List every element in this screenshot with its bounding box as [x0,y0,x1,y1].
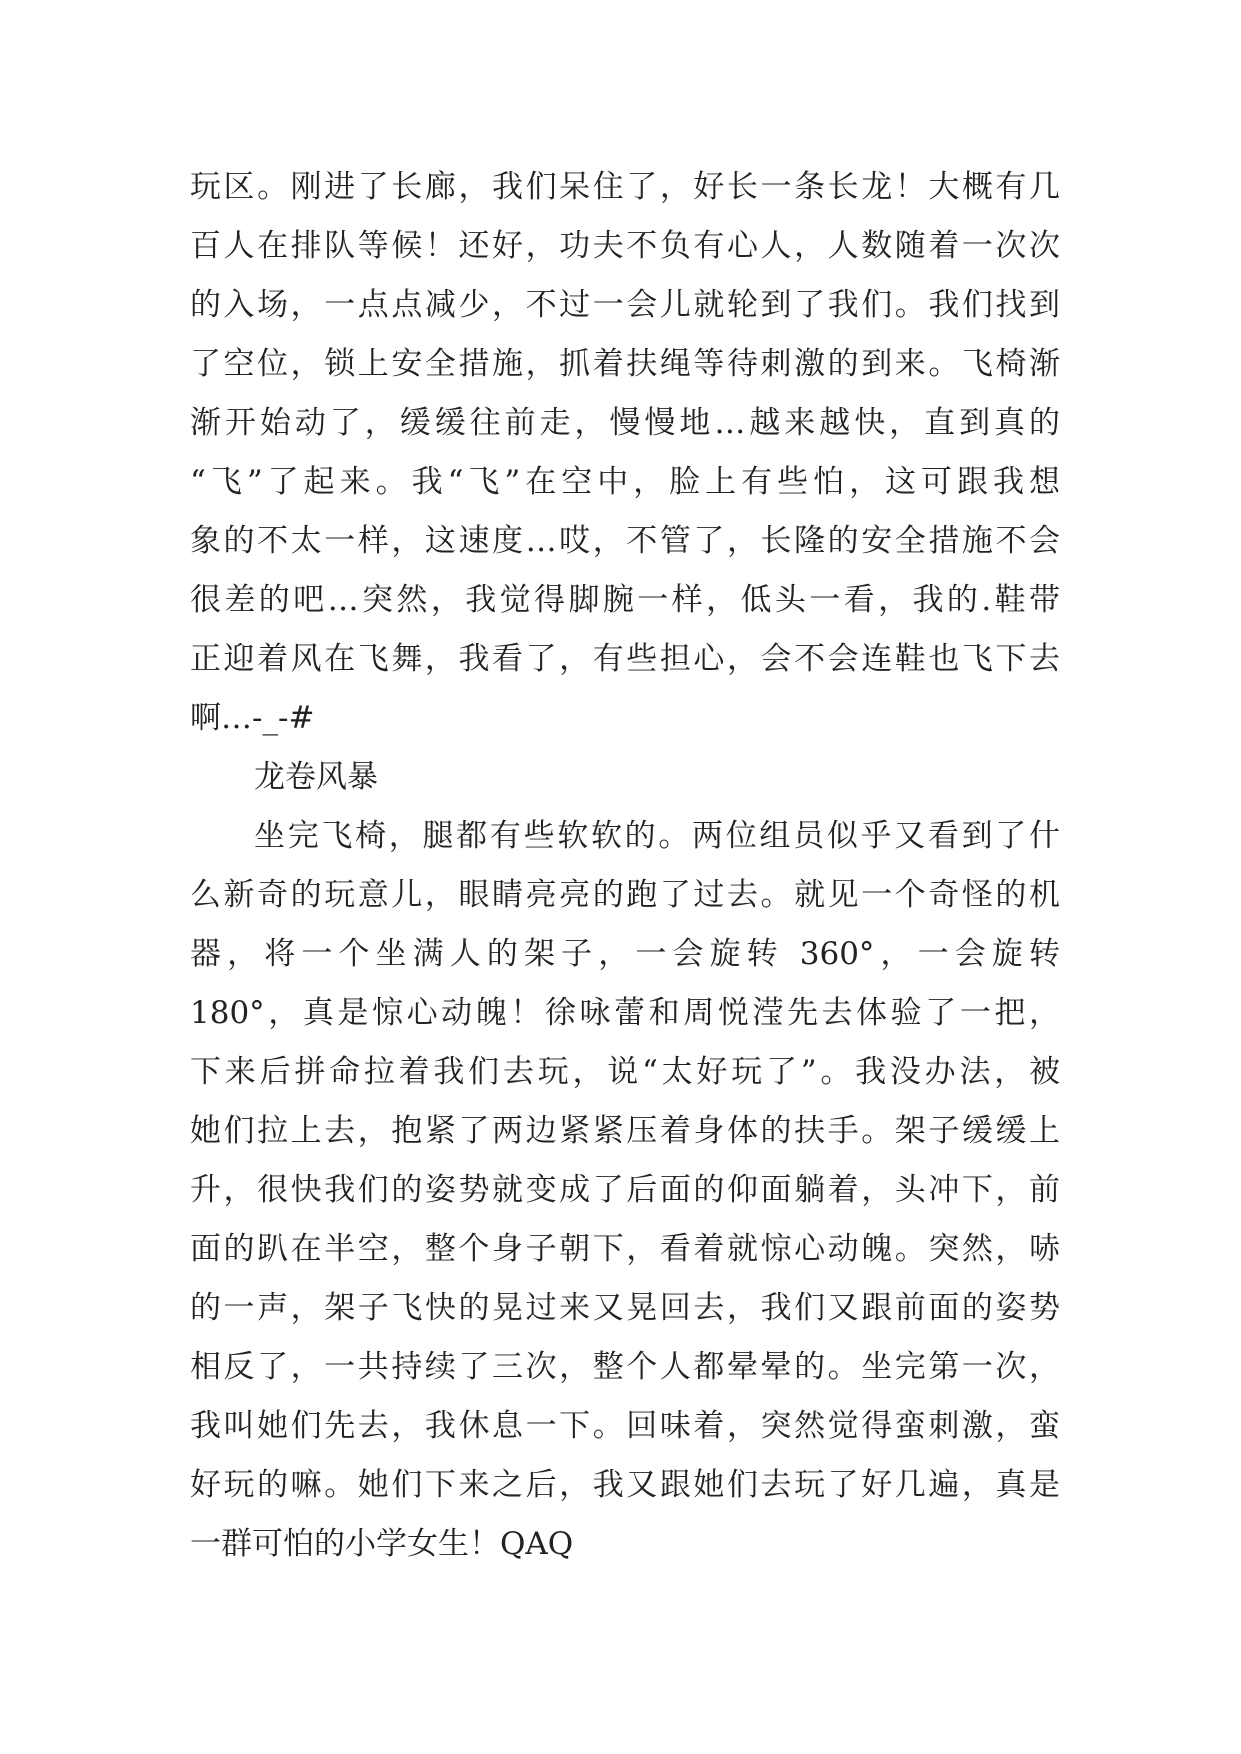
text-line: 玩区。刚进了长廊，我们呆住了，好长一条长龙！大概有几 [190,169,1060,205]
text-line: 了空位，锁上安全措施，抓着扶绳等待刺激的到来。飞椅渐 [190,346,1060,382]
text-line: “飞”了起来。我“飞”在空中，脸上有些怕，这可跟我想 [190,464,1060,500]
text-line: 升，很快我们的姿势就变成了后面的仰面躺着，头冲下，前 [190,1172,1060,1208]
text-line: 象的不太一样，这速度…哎，不管了，长隆的安全措施不会 [190,523,1060,559]
text-line: 啊…-_-# [190,700,315,736]
text-line: 的入场，一点点减少，不过一会儿就轮到了我们。我们找到 [190,287,1060,323]
text-line: 器，将一个坐满人的架子，一会旋转 360°，一会旋转 [190,936,1060,972]
text-line: 的一声，架子飞快的晃过来又晃回去，我们又跟前面的姿势 [190,1290,1060,1326]
paragraph-tornado [190,807,1060,1574]
text-line: 面的趴在半空，整个身子朝下，看着就惊心动魄。突然，哧 [190,1231,1060,1267]
text-line: 她们拉上去，抱紧了两边紧紧压着身体的扶手。架子缓缓上 [190,1113,1060,1149]
text-line: 么新奇的玩意儿，眼睛亮亮的跑了过去。就见一个奇怪的机 [190,877,1060,913]
paragraph-flying-chair [190,158,1060,748]
text-line: 一群可怕的小学女生！QAQ [190,1526,574,1562]
article-body [190,158,1060,1574]
section-heading: 龙卷风暴 [254,759,378,795]
text-line: 正迎着风在飞舞，我看了，有些担心，会不会连鞋也飞下去 [190,641,1060,677]
text-line: 渐开始动了，缓缓往前走，慢慢地…越来越快，直到真的 [190,405,1060,441]
text-line: 坐完飞椅，腿都有些软软的。两位组员似乎又看到了什 [254,818,1060,854]
text-line: 百人在排队等候！还好，功夫不负有心人，人数随着一次次 [190,228,1060,264]
text-line: 好玩的嘛。她们下来之后，我又跟她们去玩了好几遍，真是 [190,1467,1060,1503]
text-line: 180°，真是惊心动魄！徐咏蕾和周悦滢先去体验了一把， [190,995,1060,1031]
text-line: 下来后拼命拉着我们去玩，说“太好玩了”。我没办法，被 [190,1054,1060,1090]
text-line: 相反了，一共持续了三次，整个人都晕晕的。坐完第一次， [190,1349,1060,1385]
text-line: 很差的吧…突然，我觉得脚腕一样，低头一看，我的.鞋带 [190,582,1060,618]
text-line: 我叫她们先去，我休息一下。回味着，突然觉得蛮刺激，蛮 [190,1408,1060,1444]
